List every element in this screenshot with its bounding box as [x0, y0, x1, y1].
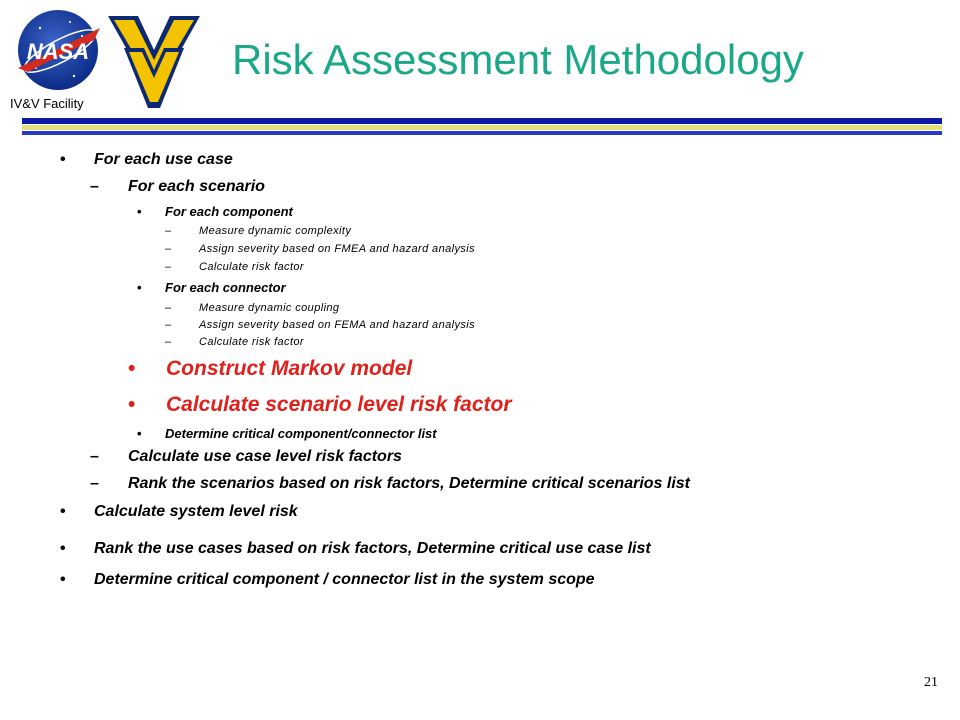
outline-item: – Calculate use case level risk factors [90, 448, 402, 465]
facility-label: IV&V Facility [10, 96, 84, 111]
header-rule [22, 118, 942, 136]
outline-item: – For each scenario [90, 178, 265, 195]
dash-marker: – [90, 448, 99, 465]
outline-item: • Determine critical component / connector list in the system scope [60, 571, 595, 588]
outline-item: – Measure dynamic coupling [165, 302, 340, 314]
dash-marker: – [165, 261, 172, 273]
dash-marker: – [165, 302, 172, 314]
bullet-marker: • [128, 357, 136, 380]
outline-item: – Calculate risk factor [165, 261, 304, 273]
outline-item: • Calculate system level risk [60, 503, 298, 520]
outline-item: • For each use case [60, 151, 233, 168]
outline-item-highlight: • Construct Markov model [128, 357, 413, 380]
bullet-marker: • [60, 503, 66, 520]
outline-item: • Determine critical component/connector list [137, 426, 437, 441]
outline-item: – Measure dynamic complexity [165, 225, 352, 237]
outline-item: • Rank the use cases based on risk factors, Determine critical use case list [60, 540, 651, 557]
bullet-marker: • [137, 204, 142, 219]
dash-marker: – [165, 319, 172, 331]
outline-item: – Assign severity based on FMEA and hazard analysis [165, 243, 475, 255]
bullet-marker: • [128, 393, 136, 416]
bullet-marker: • [137, 426, 142, 441]
bullet-marker: • [60, 151, 66, 168]
svg-text:NASA: NASA [26, 39, 90, 64]
page-number: 21 [924, 675, 938, 690]
outline-item: • For each component [137, 204, 293, 219]
dash-marker: – [165, 243, 172, 255]
outline-item: – Assign severity based on FEMA and hazard analysis [165, 319, 475, 331]
slide-header [0, 0, 960, 140]
outline-item-highlight: • Calculate scenario level risk factor [128, 393, 512, 416]
outline-item: • For each connector [137, 280, 286, 295]
bullet-marker: • [60, 571, 66, 588]
dash-marker: – [90, 178, 99, 195]
outline-item: – Calculate risk factor [165, 336, 304, 348]
bullet-marker: • [137, 280, 142, 295]
outline-item: – Rank the scenarios based on risk factors, Determine critical scenarios list [90, 475, 691, 492]
slide-title: Risk Assessment Methodology [232, 36, 804, 83]
bullet-marker: • [60, 540, 66, 557]
wvu-flying-wv-logo [104, 8, 204, 116]
dash-marker: – [90, 475, 99, 492]
dash-marker: – [165, 225, 172, 237]
dash-marker: – [165, 336, 172, 348]
nasa-logo [8, 6, 108, 98]
